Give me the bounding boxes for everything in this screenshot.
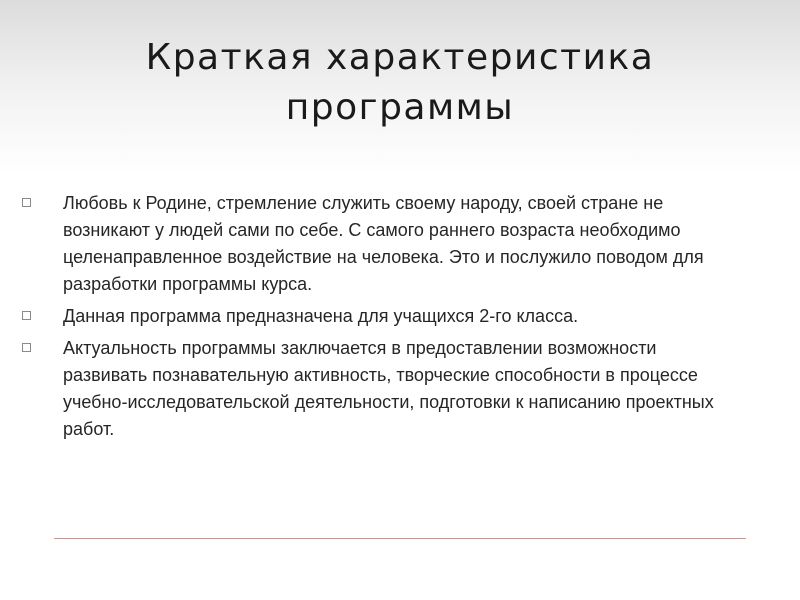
bottom-divider-line — [54, 538, 746, 539]
bullet-item — [22, 303, 742, 330]
hollow-square-bullet-icon — [22, 311, 31, 320]
bullet-item — [22, 190, 742, 298]
bullet-text: Любовь к Родине, стремление служить своему народу, своей стране не возникают у людей сами по себе. С самого раннего возраста необходимо целенаправленное воздействие на человека. Это и послужило поводом для разработки программы курса. — [63, 193, 704, 294]
slide-title: Краткая характеристика программы — [145, 37, 655, 128]
bullet-text: Актуальность программы заключается в предоставлении возможности развивать познавательную активность, творческие способности в процессе учебно-исследовательской деятельности, подготовки к написанию проектных работ. — [63, 338, 714, 439]
bullet-item — [22, 335, 742, 443]
bullet-text: Данная программа предназначена для учащихся 2-го класса. — [63, 306, 579, 326]
hollow-square-bullet-icon — [22, 198, 31, 207]
bullet-list — [22, 190, 742, 448]
hollow-square-bullet-icon — [22, 343, 31, 352]
